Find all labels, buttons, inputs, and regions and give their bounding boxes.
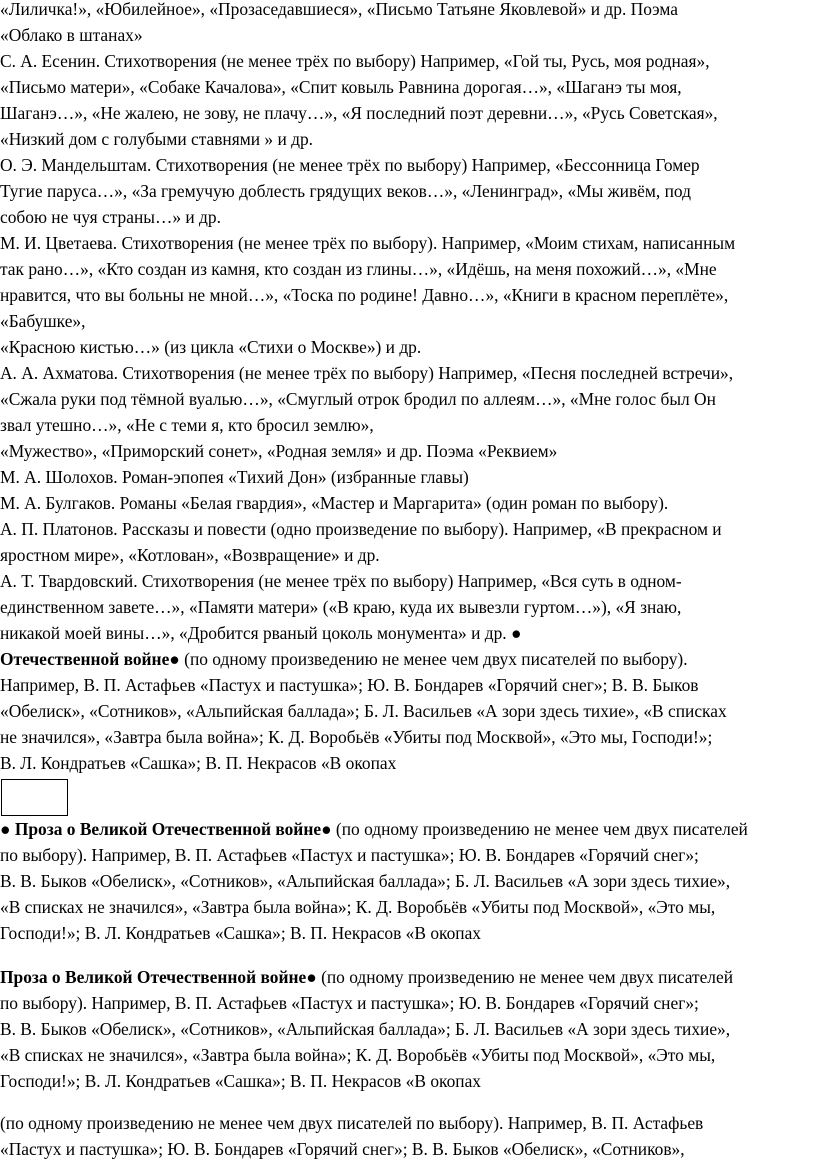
text-line xyxy=(0,991,699,1015)
text-line xyxy=(0,1017,730,1041)
text-line xyxy=(0,0,678,21)
bold-heading-run: Отечественной войне● xyxy=(0,649,180,669)
text-line xyxy=(0,921,481,945)
text-run: «Письмо матери», «Собаке Качалова», «Спит ковыль Равнина дорогая…», «Шаганэ ты моя, xyxy=(0,77,682,97)
text-run: «В списках не значился», «Завтра была война»; К. Д. Воробьёв «Убиты под Москвой», «Это мы, xyxy=(0,897,716,917)
text-run: яростном мире», «Котлован», «Возвращение» и др. xyxy=(0,545,380,565)
text-run: Шаганэ…», «Не жалею, не зову, не плачу…», «Я последний поэт деревни…», «Русь Советская», xyxy=(0,103,718,123)
empty-frame-box xyxy=(1,779,68,816)
text-run: никакой моей вины…», «Дробится рваный цоколь монумента» и др. ● xyxy=(0,623,522,643)
text-line xyxy=(0,361,733,385)
text-line xyxy=(0,257,717,281)
text-run: А. Т. Твардовский. Стихотворения (не менее трёх по выбору) Например, «Вся суть в одном- xyxy=(0,571,682,591)
text-line xyxy=(0,205,221,229)
text-line xyxy=(0,673,699,697)
text-line xyxy=(0,335,421,359)
text-run: «В списках не значился», «Завтра была война»; К. Д. Воробьёв «Убиты под Москвой», «Это мы, xyxy=(0,1045,716,1065)
text-line xyxy=(0,101,718,125)
text-line xyxy=(0,179,691,203)
text-run: по выбору). Например, В. П. Астафьев «Пастух и пастушка»; Ю. В. Бондарев «Горячий снег»; xyxy=(0,845,699,865)
text-line xyxy=(0,283,728,307)
bold-heading-run: ● Проза о Великой Отечественной войне● xyxy=(0,819,332,839)
text-line xyxy=(0,843,699,867)
text-run: нравится, что вы больны не мной…», «Тоска по родине! Давно…», «Книги в красном переплёте», xyxy=(0,285,729,305)
text-run: звал утешно…», «Не с теми я, кто бросил землю», xyxy=(0,415,374,435)
text-line xyxy=(0,517,722,541)
text-line xyxy=(0,569,682,593)
text-run: не значился», «Завтра была война»; К. Д. Воробьёв «Убиты под Москвой», «Это мы, Господи!»; xyxy=(0,727,713,747)
text-line xyxy=(0,751,396,775)
text-run: (по одному произведению не менее чем двух писателей xyxy=(316,967,734,987)
text-run: А. П. Платонов. Рассказы и повести (одно произведение по выбору). Например, «В прекрасном и xyxy=(0,519,722,539)
text-line xyxy=(0,621,522,645)
text-run: по выбору). Например, В. П. Астафьев «Пастух и пастушка»; Ю. В. Бондарев «Горячий снег»; xyxy=(0,993,699,1013)
text-run: Тугие паруса…», «За гремучую доблесть грядущих веков…», «Ленинград», «Мы живём, под xyxy=(0,181,691,201)
text-line xyxy=(0,465,469,489)
text-line xyxy=(0,49,710,73)
text-run: «Низкий дом с голубыми ставнями » и др. xyxy=(0,129,313,149)
text-line xyxy=(0,895,715,919)
text-run: единственном завете…», «Памяти матери» («В краю, куда их вывезли гуртом…»), «Я знаю, xyxy=(0,597,682,617)
text-run: (по одному произведению не менее чем двух писателей xyxy=(331,819,748,839)
text-run: (по одному произведению не менее чем двух писателей по выбору). xyxy=(179,649,688,669)
text-line xyxy=(0,543,380,567)
text-line xyxy=(0,647,688,671)
text-line xyxy=(0,595,681,619)
text-line xyxy=(0,817,748,841)
text-run: собою не чуя страны…» и др. xyxy=(0,207,221,227)
text-run: М. А. Булгаков. Романы «Белая гвардия», «Мастер и Маргарита» (один роман по выбору). xyxy=(0,493,669,513)
text-run: В. В. Быков «Обелиск», «Сотников», «Альпийская баллада»; Б. Л. Васильев «А зори здесь тихие», xyxy=(0,1019,731,1039)
text-line xyxy=(0,309,85,333)
text-run: Господи!»; В. Л. Кондратьев «Сашка»; В. П. Некрасов «В окопах xyxy=(0,923,481,943)
text-line xyxy=(0,231,735,255)
text-run: «Бабушке», xyxy=(0,311,86,331)
text-line xyxy=(0,699,727,723)
text-run: М. И. Цветаева. Стихотворения (не менее трёх по выбору). Например, «Моим стихам, написанным xyxy=(0,233,736,253)
text-line xyxy=(0,153,700,177)
bold-heading-run: Проза о Великой Отечественной войне● xyxy=(0,967,317,987)
text-run: «Мужество», «Приморский сонет», «Родная земля» и др. Поэма «Реквием» xyxy=(0,441,558,461)
text-run: Господи!»; В. Л. Кондратьев «Сашка»; В. П. Некрасов «В окопах xyxy=(0,1071,481,1091)
text-line xyxy=(0,869,730,893)
text-run: Например, В. П. Астафьев «Пастух и пастушка»; Ю. В. Бондарев «Горячий снег»; В. В. Быков xyxy=(0,675,699,695)
text-line xyxy=(0,75,682,99)
text-line xyxy=(0,491,668,515)
text-line xyxy=(0,1043,715,1067)
text-run: А. А. Ахматова. Стихотворения (не менее трёх по выбору) Например, «Песня последней встречи», xyxy=(0,363,734,383)
text-line xyxy=(0,439,557,463)
text-run: так рано…», «Кто создан из камня, кто создан из глины…», «Идёшь, на меня похожий…», «Мне xyxy=(0,259,717,279)
text-line xyxy=(0,1137,685,1161)
text-run: М. А. Шолохов. Роман-эпопея «Тихий Дон» (избранные главы) xyxy=(0,467,469,487)
text-run: В. Л. Кондратьев «Сашка»; В. П. Некрасов «В окопах xyxy=(0,753,397,773)
text-line xyxy=(0,413,374,437)
text-run: (по одному произведению не менее чем двух писателей по выбору). Например, В. П. Астафьев xyxy=(0,1113,704,1133)
text-line xyxy=(0,725,712,749)
text-line xyxy=(0,23,143,47)
text-line xyxy=(0,965,733,989)
text-run: «Пастух и пастушка»; Ю. В. Бондарев «Горячий снег»; В. В. Быков «Обелиск», «Сотников», xyxy=(0,1139,685,1159)
text-line xyxy=(0,1069,481,1093)
text-line xyxy=(0,127,313,151)
text-run: С. А. Есенин. Стихотворения (не менее трёх по выбору) Например, «Гой ты, Русь, моя родная», xyxy=(0,51,710,71)
text-run: «Лиличка!», «Юбилейное», «Прозаседавшиеся», «Письмо Татьяне Яковлевой» и др. Поэма xyxy=(0,0,679,19)
text-line xyxy=(0,1111,703,1135)
text-run: «Облако в штанах» xyxy=(0,25,143,45)
text-run: О. Э. Мандельштам. Стихотворения (не менее трёх по выбору) Например, «Бессонница Гомер xyxy=(0,155,700,175)
text-line xyxy=(0,387,716,411)
text-run: «Обелиск», «Сотников», «Альпийская баллада»; Б. Л. Васильев «А зори здесь тихие», «В списках xyxy=(0,701,727,721)
text-run: «Красною кистью…» (из цикла «Стихи о Москве») и др. xyxy=(0,337,422,357)
text-run: «Сжала руки под тёмной вуалью…», «Смуглый отрок бродил по аллеям…», «Мне голос был Он xyxy=(0,389,716,409)
text-run: В. В. Быков «Обелиск», «Сотников», «Альпийская баллада»; Б. Л. Васильев «А зори здесь тихие», xyxy=(0,871,731,891)
